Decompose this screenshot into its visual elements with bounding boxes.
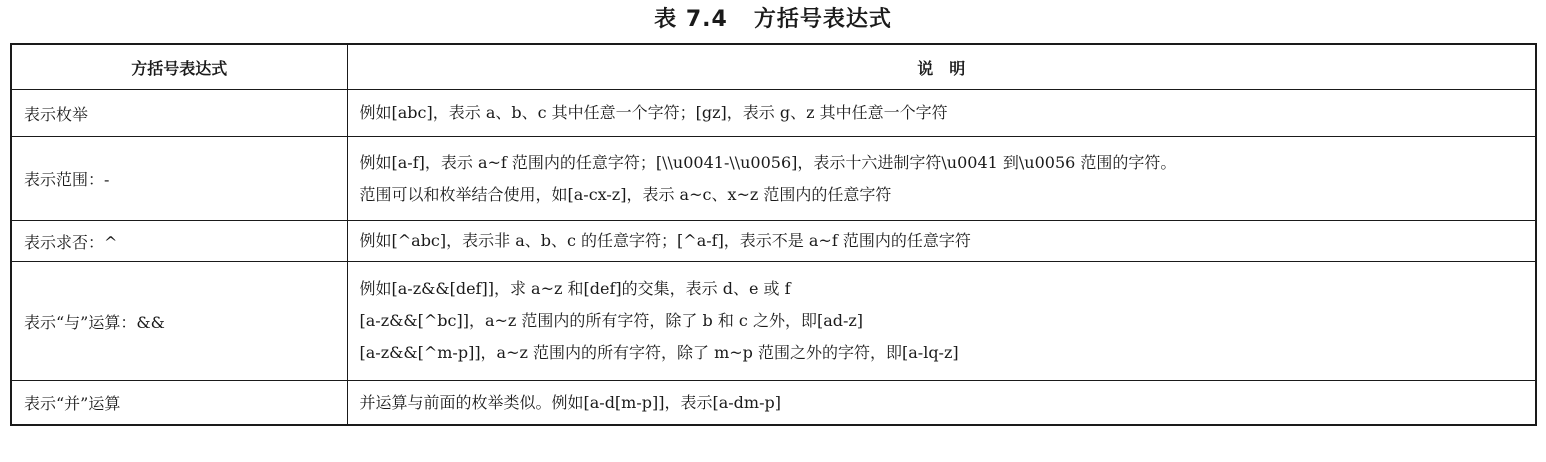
- expression-cell: 表示枚举: [11, 90, 347, 137]
- description-line: 例如[a-f]，表示 a~f 范围内的任意字符；[\\u0041-\\u0056]，表示十六进制字符\u0041 到\u0056 范围的字符。: [359, 152, 1177, 172]
- description-line: 范围可以和枚举结合使用，如[a-cx-z]，表示 a~c、x~z 范围内的任意字符: [359, 184, 892, 204]
- table-row: [11, 221, 1536, 262]
- table-row: [11, 137, 1536, 221]
- expression-cell: 表示“与”运算：&&: [11, 262, 347, 381]
- expression-cell: 表示范围：-: [11, 137, 347, 221]
- description-line: 并运算与前面的枚举类似。例如[a-d[m-p]]，表示[a-dm-p]: [359, 392, 781, 412]
- description-cell: [347, 90, 1536, 137]
- description-line: [a-z&&[^bc]]，a~z 范围内的所有字符，除了 b 和 c 之外，即[ad-z]: [359, 311, 864, 330]
- bracket-expression-table: [10, 43, 1537, 426]
- description-cell: [347, 381, 1536, 426]
- expression-cell: 表示求否：^: [11, 221, 347, 262]
- description-cell: [347, 262, 1536, 381]
- header-expression: 方括号表达式: [11, 44, 347, 90]
- table-row: [11, 262, 1536, 381]
- expression-cell: 表示“并”运算: [11, 381, 347, 426]
- header-description: 说 明: [347, 44, 1536, 90]
- description-cell: [347, 221, 1536, 262]
- table-header-row: [11, 44, 1536, 90]
- description-cell: [347, 137, 1536, 221]
- table-title: 方括号表达式: [753, 7, 892, 32]
- description-line: 例如[^abc]，表示非 a、b、c 的任意字符；[^a-f]，表示不是 a~f 范围内的任意字符: [359, 231, 971, 250]
- table-row: [11, 381, 1536, 426]
- table-number: 表 7.4: [654, 7, 728, 32]
- description-line: 例如[a-z&&[def]]，求 a~z 和[def]的交集，表示 d、e 或 f: [359, 279, 791, 298]
- description-line: 例如[abc]，表示 a、b、c 其中任意一个字符；[gz]，表示 g、z 其中任意一个字符: [359, 103, 948, 122]
- description-line: [a-z&&[^m-p]]，a~z 范围内的所有字符，除了 m~p 范围之外的字符，即[a-lq-z]: [359, 343, 959, 362]
- table-caption: [0, 0, 1546, 40]
- table-row: [11, 90, 1536, 137]
